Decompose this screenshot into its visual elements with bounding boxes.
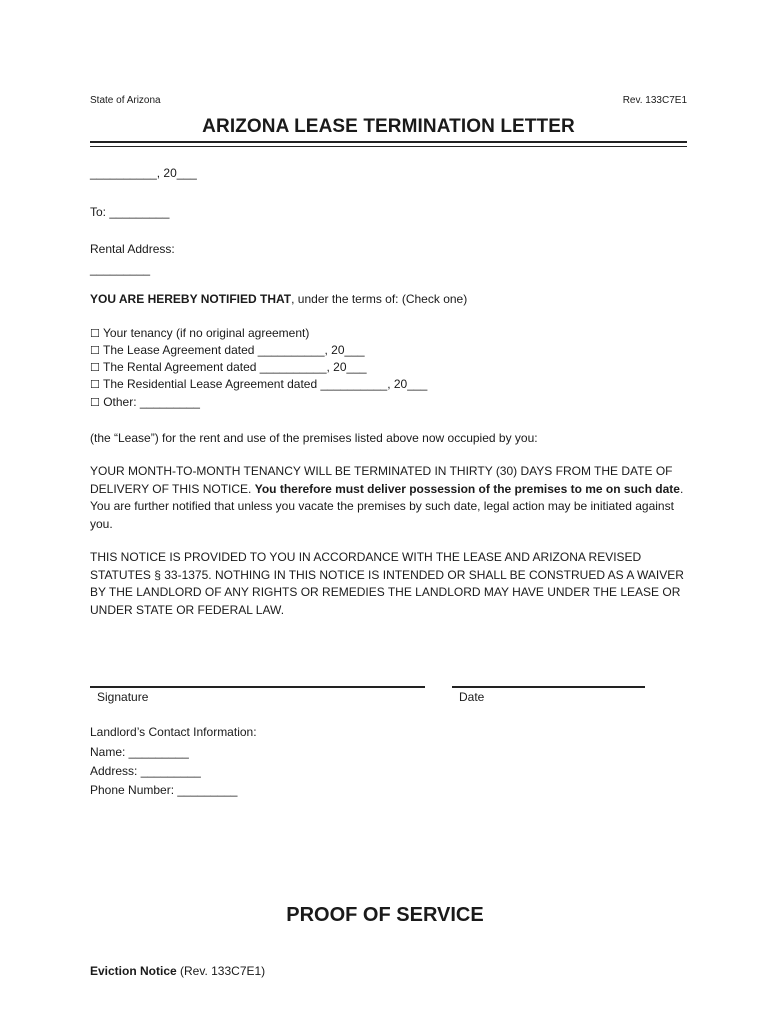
checkbox-icon[interactable]: ☐: [90, 378, 100, 391]
landlord-heading: Landlord’s Contact Information:: [90, 725, 257, 739]
notice-rest: , under the terms of: (Check one): [291, 292, 468, 306]
signature-label: Signature: [97, 690, 149, 704]
revision-label: Rev. 133C7E1: [622, 95, 687, 106]
option-label: The Lease Agreement dated __________, 20___: [103, 343, 365, 357]
checkbox-icon[interactable]: ☐: [90, 361, 100, 374]
footer-bold: Eviction Notice: [90, 964, 177, 978]
option-label: Other: _________: [103, 395, 200, 409]
option-item[interactable]: [90, 376, 427, 393]
checkbox-icon[interactable]: ☐: [90, 344, 100, 357]
option-label: The Rental Agreement dated __________, 20___: [103, 360, 367, 374]
rental-address-blank: _________: [90, 262, 151, 276]
date-label: Date: [459, 690, 485, 704]
footer-rest: (Rev. 133C7E1): [176, 964, 266, 978]
checkbox-icon[interactable]: ☐: [90, 396, 100, 409]
option-label: Your tenancy (if no original agreement): [103, 326, 310, 340]
date-line: __________, 20___: [90, 166, 197, 180]
option-item[interactable]: [90, 394, 200, 411]
termination-paragraph: [90, 463, 690, 533]
to-line: To: _________: [90, 205, 170, 219]
document-title: ARIZONA LEASE TERMINATION LETTER: [202, 116, 575, 137]
lease-line: (the “Lease”) for the rent and use of the premises listed above now occupied by you:: [90, 431, 538, 445]
date-signature-line[interactable]: [452, 686, 645, 688]
rental-address-label: Rental Address:: [90, 242, 175, 256]
title-rule-thin: [90, 146, 687, 147]
termination-text-1: YOUR MONTH-TO-MONTH TENANCY WILL BE TERMINATED IN THIRTY (30) DAYS FROM THE DATE OF DELIVERY OF THIS NOTICE.: [90, 464, 673, 496]
checkbox-icon[interactable]: ☐: [90, 327, 100, 340]
title-rule-thick: [90, 141, 687, 143]
state-label: State of Arizona: [90, 95, 161, 106]
termination-bold: You therefore must deliver possession of the premises to me on such date: [254, 481, 680, 496]
landlord-address: Address: _________: [90, 764, 201, 778]
landlord-phone: Phone Number: _________: [90, 783, 238, 797]
signature-line[interactable]: [90, 686, 425, 688]
option-item[interactable]: [90, 359, 367, 376]
option-item[interactable]: [90, 325, 309, 342]
option-item[interactable]: [90, 342, 365, 359]
termination-text-2: . You are further notified that unless you vacate the premises by such date, legal action may be initiated against you.: [90, 481, 684, 531]
proof-of-service-title: PROOF OF SERVICE: [286, 904, 484, 926]
landlord-name: Name: _________: [90, 745, 189, 759]
statute-paragraph: THIS NOTICE IS PROVIDED TO YOU IN ACCORDANCE WITH THE LEASE AND ARIZONA REVISED STATUTES § 33-1375. NOTHING IN THIS NOTICE IS INTENDED OR SHALL BE CONSTRUED AS A WAIVER BY THE LANDLORD OF ANY RIGHTS OR REMEDIES THE LANDLORD MAY HAVE UNDER THE LEASE OR UNDER STATE OR FEDERAL LAW.: [90, 550, 684, 617]
option-label: The Residential Lease Agreement dated __________, 20___: [103, 377, 428, 391]
notice-bold: YOU ARE HEREBY NOTIFIED THAT: [90, 292, 292, 306]
footer: [90, 963, 265, 980]
notice-line: [90, 291, 467, 308]
